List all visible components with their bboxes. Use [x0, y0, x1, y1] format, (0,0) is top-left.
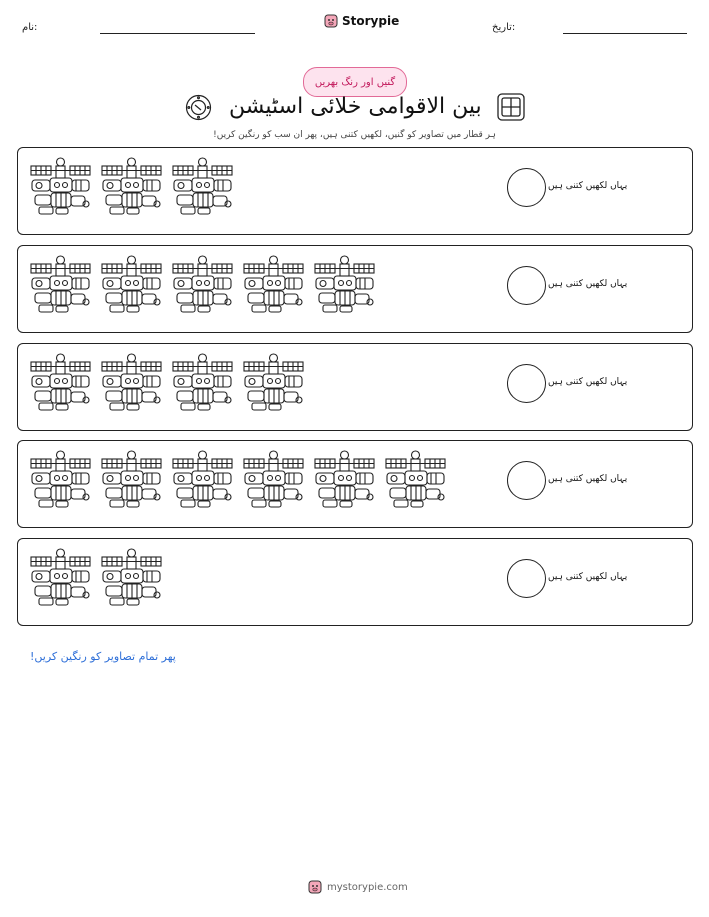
page-title: بین الاقوامی خلائی اسٹیشن [229, 94, 482, 119]
answer-circle[interactable] [507, 266, 546, 305]
brand-name: Storypie [342, 14, 400, 28]
answer-prompt: یہاں لکھیں کتنی ہیں [548, 377, 628, 387]
image-group [29, 547, 163, 609]
space-station-icon [100, 156, 163, 216]
date-line[interactable] [563, 33, 687, 34]
image-group [29, 352, 305, 414]
space-station-icon [29, 547, 92, 607]
porthole-icon [185, 94, 212, 121]
space-station-icon [313, 254, 376, 314]
footer-site: mystorypie.com [327, 881, 408, 893]
space-station-icon [384, 449, 447, 509]
space-station-icon [242, 352, 305, 412]
space-station-icon [242, 449, 305, 509]
answer-prompt: یہاں لکھیں کتنی ہیں [548, 474, 628, 484]
space-station-icon [171, 352, 234, 412]
answer-prompt: یہاں لکھیں کتنی ہیں [548, 279, 628, 289]
answer-circle[interactable] [507, 364, 546, 403]
answer-prompt: یہاں لکھیں کتنی ہیں [548, 572, 628, 582]
count-row [17, 245, 693, 333]
space-station-icon [29, 254, 92, 314]
brand-logo [324, 14, 399, 28]
space-station-icon [100, 547, 163, 607]
space-station-icon [171, 156, 234, 216]
activity-badge: گنیں اور رنگ بھریں [303, 67, 407, 97]
answer-circle[interactable] [507, 168, 546, 207]
space-station-icon [171, 449, 234, 509]
pig-logo-icon [308, 880, 322, 894]
image-group [29, 449, 447, 511]
count-row [17, 538, 693, 626]
count-row [17, 440, 693, 528]
space-station-icon [100, 352, 163, 412]
name-line[interactable] [100, 33, 255, 34]
footer-brand [308, 880, 408, 894]
space-station-icon [29, 449, 92, 509]
image-group [29, 156, 234, 218]
space-station-icon [29, 352, 92, 412]
space-station-icon [313, 449, 376, 509]
name-label: نام: [22, 22, 38, 33]
answer-circle[interactable] [507, 461, 546, 500]
color-instruction: پھر تمام تصاویر کو رنگین کریں! [30, 650, 176, 663]
window-icon [496, 92, 526, 122]
space-station-icon [242, 254, 305, 314]
space-station-icon [29, 156, 92, 216]
space-station-icon [100, 254, 163, 314]
date-label: تاریخ: [492, 22, 516, 33]
count-row [17, 147, 693, 235]
image-group [29, 254, 376, 316]
answer-circle[interactable] [507, 559, 546, 598]
answer-prompt: یہاں لکھیں کتنی ہیں [548, 181, 628, 191]
count-row [17, 343, 693, 431]
space-station-icon [171, 254, 234, 314]
space-station-icon [100, 449, 163, 509]
instructions: ہر قطار میں تصاویر کو گنیں، لکھیں کتنی ہیں، پھر ان سب کو رنگین کریں! [213, 130, 496, 140]
pig-logo-icon [324, 14, 338, 28]
